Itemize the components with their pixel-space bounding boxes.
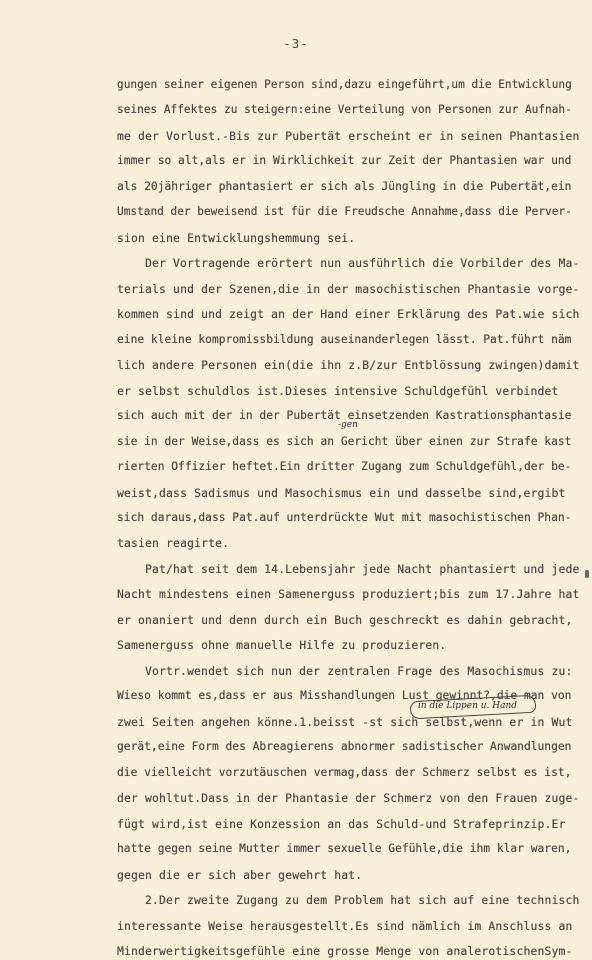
text-line-22: er onaniert und denn durch ein Buch geschreckt es dahin gebracht, <box>117 613 573 627</box>
text-line-13: er selbst schuldlos ist.Dieses intensive Schuldgefühl verbindet <box>117 384 559 398</box>
text-line-3: me der Vorlust.-Bis zur Pubertät erscheint er in seinen Phantasien <box>117 129 580 143</box>
text-line-21: Nacht mindestens einen Samenerguss produziert;bis zum 17.Jahre hat <box>117 587 580 601</box>
text-line-2: seines Affektes zu steigern:eine Verteilung von Personen zur Aufnah- <box>117 103 572 116</box>
text-line-15: sie in der Weise,dass es sich an Gericht über einen zur Strafe kast <box>117 435 572 448</box>
text-line-28: die vielleicht vorzutäuschen vermag,dass der Schmerz selbst es ist, <box>117 766 572 779</box>
text-line-19: tasien reagirte. <box>117 536 230 550</box>
handwritten-insertion: -gen <box>338 420 358 430</box>
text-line-5: als 20jähriger phantasiert er sich als Jüngling in die Pubertät,ein <box>117 180 572 193</box>
text-line-30: fügt wird,ist eine Konzession an das Schuld-und Strafeprinzip.Er <box>117 817 566 831</box>
text-line-33: 2.Der zweite Zugang zu dem Problem hat sich auf eine technisch <box>145 893 580 907</box>
text-line-7: sion eine Entwicklungshemmung sei. <box>117 231 356 245</box>
text-line-17: weist,dass Sadismus und Masochismus ein und dasselbe sind,ergibt <box>117 486 566 500</box>
text-line-4: immer so alt,als er in Wirklichkeit zur Zeit der Phantasien war und <box>117 154 572 167</box>
text-line-23: Samenerguss ohne manuelle Hilfe zu produzieren. <box>117 638 447 652</box>
handwritten-note: in die Lippen u. Hand <box>418 701 518 711</box>
page-number: -3- <box>283 36 309 51</box>
text-line-32: gegen die er sich aber gewehrt hat. <box>117 868 363 882</box>
text-line-14: sich auch mit der in der Pubertät einsetzenden Kastrationsphantasie <box>117 409 572 422</box>
text-line-26: zwei Seiten angehen könne.1.beisst -st sich selbst,wenn er in Wut <box>117 715 573 729</box>
text-line-27: gerät,eine Form des Abreagierens abnormer sadistischer Anwandlungen <box>117 740 572 753</box>
text-line-11: eine kleine kompromissbildung auseinanderlegen lässt. Pat.führt näm <box>117 333 572 346</box>
text-line-6: Umstand der beweisend ist für die Freudsche Annahme,dass die Perver- <box>117 205 572 218</box>
text-line-34: interessante Weise herausgestellt.Es sind nämlich im Anschluss an <box>117 919 573 933</box>
text-line-16: rierten Offizier heftet.Ein dritter Zugang zum Schuldgefühl,der be- <box>117 460 572 473</box>
text-line-24: Vortr.wendet sich nun der zentralen Frage des Masochismus zu: <box>145 664 573 678</box>
text-line-12: lich andere Personen ein(die ihn z.B/zur Entblössung zwingen)damit <box>117 358 580 372</box>
text-line-31: hatte gegen seine Mutter immer sexuelle Gefühle,die ihm klar waren, <box>117 842 572 855</box>
text-line-8: Der Vortragende erörtert nun ausführlich die Vorbilder des Ma- <box>145 256 580 270</box>
text-line-9: terials und der Szenen,die in der masochistischen Phantasie vorge- <box>117 282 580 296</box>
text-line-29: der wohltut.Dass in der Phantasie der Schmerz von den Frauen zuge- <box>117 791 580 805</box>
ink-blot <box>585 570 589 578</box>
text-line-35: Minderwertigkeitsgefühle eine grosse Menge von analerotischenSym- <box>117 944 573 958</box>
text-line-20: Pat/hat seit dem 14.Lebensjahr jede Nacht phantasiert und jede <box>145 562 580 576</box>
text-line-10: kommen sind und zeigt an der Hand einer Erklärung des Pat.wie sich <box>117 307 580 321</box>
text-line-25: Wieso kommt es,dass er aus Misshandlungen Lust gewinnt?,die man von <box>117 689 572 702</box>
text-line-18: sich daraus,dass Pat.auf unterdrückte Wut mit masochistischen Phan- <box>117 511 572 524</box>
text-line-1: gungen seiner eigenen Person sind,dazu eingeführt,um die Entwicklung <box>117 78 572 91</box>
